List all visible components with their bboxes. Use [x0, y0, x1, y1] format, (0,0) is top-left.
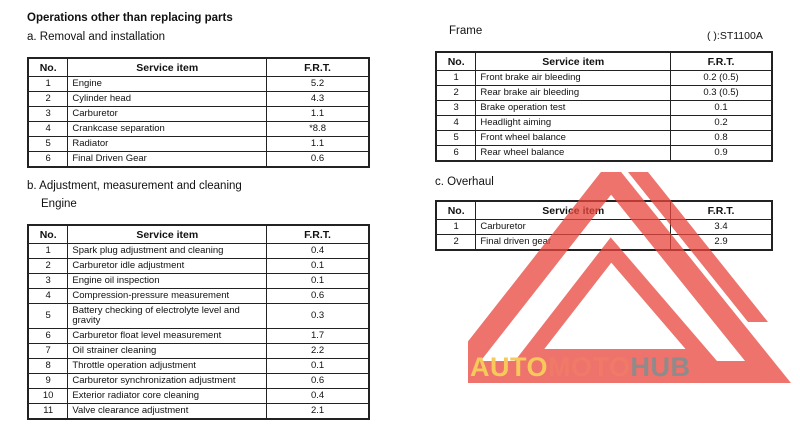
cell-service-item: Brake operation test	[476, 101, 671, 116]
cell-service-item: Carburetor	[68, 107, 267, 122]
header-frt: F.R.T.	[671, 201, 772, 220]
watermark-auto: AUTO	[470, 352, 549, 382]
table-row	[28, 244, 369, 259]
table-row	[28, 77, 369, 92]
frame-title: Frame	[449, 25, 483, 37]
cell-no: 9	[28, 374, 68, 389]
cell-service-item: Valve clearance adjustment	[68, 404, 267, 420]
header-no: No.	[28, 225, 68, 244]
cell-service-item: Front brake air bleeding	[476, 71, 671, 86]
table-header-row	[28, 58, 369, 77]
section-c-title: c. Overhaul	[435, 176, 494, 188]
section-b-subtitle: Engine	[41, 198, 77, 210]
table-row	[28, 152, 369, 168]
cell-service-item: Crankcase separation	[68, 122, 267, 137]
cell-frt: 5.2	[267, 77, 369, 92]
cell-frt: 2.9	[671, 235, 772, 251]
table-row	[436, 86, 772, 101]
adjustment-measurement-table	[27, 224, 370, 420]
cell-frt: 1.7	[267, 329, 369, 344]
cell-frt: 0.1	[671, 101, 772, 116]
cell-no: 4	[436, 116, 476, 131]
cell-no: 4	[28, 122, 68, 137]
cell-frt: 2.1	[267, 404, 369, 420]
cell-frt: 1.1	[267, 107, 369, 122]
cell-service-item: Rear brake air bleeding	[476, 86, 671, 101]
cell-no: 2	[28, 92, 68, 107]
cell-no: 2	[436, 235, 476, 251]
cell-service-item: Engine	[68, 77, 267, 92]
cell-no: 3	[436, 101, 476, 116]
cell-frt: 2.2	[267, 344, 369, 359]
section-b-title: b. Adjustment, measurement and cleaning	[27, 180, 242, 192]
cell-service-item: Engine oil inspection	[68, 274, 267, 289]
cell-frt: 0.9	[671, 146, 772, 162]
cell-frt: 0.1	[267, 359, 369, 374]
removal-installation-table	[27, 57, 370, 168]
cell-service-item: Exterior radiator core cleaning	[68, 389, 267, 404]
header-service-item: Service item	[476, 52, 671, 71]
header-no: No.	[28, 58, 68, 77]
cell-service-item: Battery checking of electrolyte level and gravity	[68, 304, 267, 329]
cell-no: 1	[436, 220, 476, 235]
cell-no: 7	[28, 344, 68, 359]
cell-service-item: Throttle operation adjustment	[68, 359, 267, 374]
header-no: No.	[436, 201, 476, 220]
page-heading: Operations other than replacing parts	[27, 12, 233, 24]
cell-service-item: Carburetor float level measurement	[68, 329, 267, 344]
cell-no: 4	[28, 289, 68, 304]
cell-frt: 0.6	[267, 152, 369, 168]
table-row	[28, 137, 369, 152]
watermark-moto: MOTO	[548, 352, 631, 382]
frame-note: ( ):ST1100A	[707, 30, 763, 42]
table-row	[436, 131, 772, 146]
header-frt: F.R.T.	[267, 58, 369, 77]
table-row	[28, 304, 369, 329]
table-row	[28, 359, 369, 374]
cell-frt: 0.3 (0.5)	[671, 86, 772, 101]
header-frt: F.R.T.	[267, 225, 369, 244]
cell-no: 1	[28, 244, 68, 259]
cell-no: 3	[28, 107, 68, 122]
frame-table	[435, 51, 773, 162]
header-frt: F.R.T.	[671, 52, 772, 71]
table-header-row	[28, 225, 369, 244]
cell-service-item: Final Driven Gear	[68, 152, 267, 168]
cell-frt: 0.6	[267, 374, 369, 389]
table-row	[436, 101, 772, 116]
table-row	[28, 404, 369, 420]
cell-frt: 0.2 (0.5)	[671, 71, 772, 86]
watermark-hub: HUB	[630, 352, 691, 382]
header-service-item: Service item	[476, 201, 671, 220]
table-row	[28, 289, 369, 304]
watermark-text	[470, 352, 691, 383]
cell-frt: 0.1	[267, 274, 369, 289]
cell-no: 6	[28, 152, 68, 168]
table-row	[28, 259, 369, 274]
cell-frt: 0.4	[267, 389, 369, 404]
cell-no: 11	[28, 404, 68, 420]
cell-service-item: Cylinder head	[68, 92, 267, 107]
table-row	[28, 389, 369, 404]
cell-frt: 1.1	[267, 137, 369, 152]
table-row	[28, 344, 369, 359]
cell-no: 5	[28, 137, 68, 152]
cell-service-item: Headlight aiming	[476, 116, 671, 131]
cell-frt: 3.4	[671, 220, 772, 235]
cell-no: 1	[28, 77, 68, 92]
table-row	[436, 116, 772, 131]
cell-frt: 0.3	[267, 304, 369, 329]
cell-frt: 0.6	[267, 289, 369, 304]
header-service-item: Service item	[68, 58, 267, 77]
cell-service-item: Compression-pressure measurement	[68, 289, 267, 304]
cell-no: 5	[28, 304, 68, 329]
cell-no: 2	[28, 259, 68, 274]
cell-no: 5	[436, 131, 476, 146]
section-a-title: a. Removal and installation	[27, 31, 166, 43]
header-no: No.	[436, 52, 476, 71]
cell-no: 8	[28, 359, 68, 374]
cell-no: 6	[436, 146, 476, 162]
table-row	[28, 122, 369, 137]
cell-service-item: Carburetor	[476, 220, 671, 235]
cell-no: 10	[28, 389, 68, 404]
cell-frt: 0.4	[267, 244, 369, 259]
table-row	[28, 92, 369, 107]
cell-frt: 0.8	[671, 131, 772, 146]
cell-service-item: Front wheel balance	[476, 131, 671, 146]
cell-service-item: Spark plug adjustment and cleaning	[68, 244, 267, 259]
header-service-item: Service item	[68, 225, 267, 244]
cell-frt: 0.2	[671, 116, 772, 131]
cell-no: 3	[28, 274, 68, 289]
table-row	[436, 71, 772, 86]
cell-frt: *8.8	[267, 122, 369, 137]
cell-service-item: Rear wheel balance	[476, 146, 671, 162]
table-row	[28, 274, 369, 289]
table-header-row	[436, 52, 772, 71]
table-row	[28, 107, 369, 122]
cell-no: 6	[28, 329, 68, 344]
cell-frt: 4.3	[267, 92, 369, 107]
cell-frt: 0.1	[267, 259, 369, 274]
cell-service-item: Carburetor synchronization adjustment	[68, 374, 267, 389]
cell-service-item: Carburetor idle adjustment	[68, 259, 267, 274]
cell-no: 1	[436, 71, 476, 86]
table-row	[436, 146, 772, 162]
table-row	[28, 374, 369, 389]
cell-no: 2	[436, 86, 476, 101]
cell-service-item: Oil strainer cleaning	[68, 344, 267, 359]
cell-service-item: Radiator	[68, 137, 267, 152]
cell-service-item: Final driven gear	[476, 235, 671, 251]
table-row	[28, 329, 369, 344]
